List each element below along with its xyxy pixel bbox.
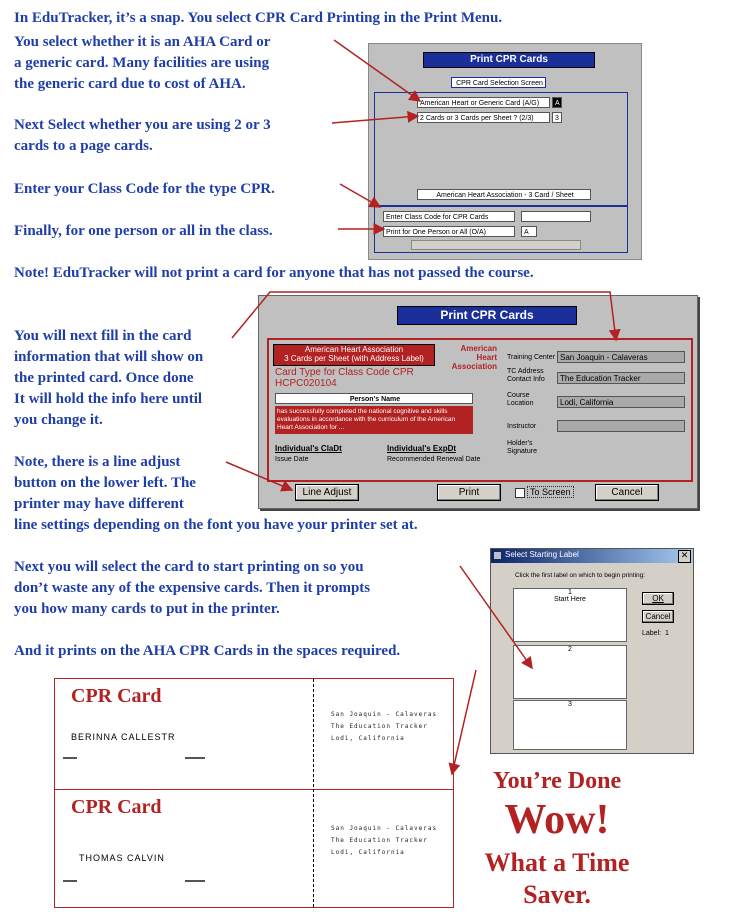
cladt-field[interactable]: Individual's ClaDt — [275, 444, 342, 453]
adjust-text-2: button on the lower left. The — [14, 475, 196, 491]
aha-generic-input[interactable]: A — [552, 97, 562, 108]
label-3-number: 3 — [568, 701, 572, 708]
done-line-4: Saver. — [523, 880, 591, 909]
persons-name-field[interactable]: Person's Name — [275, 393, 473, 404]
aha-logo: American Heart Association — [451, 344, 497, 371]
note-text: Note! EduTracker will not print a card for anyone that has not passed the course. — [14, 265, 534, 281]
form-title: Print CPR Cards — [397, 306, 577, 325]
aha-generic-label: American Heart or Generic Card (A/G) — [417, 97, 550, 108]
dialog-title: Print CPR Cards — [423, 52, 595, 68]
dialog-title: Select Starting Label — [505, 550, 579, 559]
start-text-3: you how many cards to put in the printer. — [14, 601, 280, 617]
fill-text-2: information that will show on — [14, 349, 204, 365]
badge-line-1: American Heart Association — [304, 345, 404, 354]
instruction-text: Click the first label on which to begin printing: — [515, 572, 646, 579]
classcode-text: Enter your Class Code for the type CPR. — [14, 181, 275, 197]
cards-per-sheet-input[interactable]: 3 — [552, 112, 562, 123]
finally-text: Finally, for one person or all in the class. — [14, 223, 273, 239]
aha-text-1: You select whether it is an AHA Card or — [14, 34, 271, 50]
next-text-1: Next Select whether you are using 2 or 3 — [14, 117, 271, 133]
next-text-2: cards to a page cards. — [14, 138, 153, 154]
fill-text-1: You will next fill in the card — [14, 328, 192, 344]
print-button[interactable]: Print — [437, 484, 501, 501]
prints-text: And it prints on the AHA CPR Cards in the spaces required. — [14, 643, 401, 659]
aha-text-3: the generic card due to cost of AHA. — [14, 76, 246, 92]
arrow-cards — [332, 116, 418, 123]
person-all-label: Print for One Person or All (O/A) — [383, 226, 515, 237]
tc-address-label: TC Address Contact Info — [507, 368, 545, 383]
card-2-title: CPR Card — [71, 796, 162, 818]
arrow-fill — [232, 292, 616, 340]
training-center-input[interactable]: San Joaquin - Calaveras — [557, 351, 685, 363]
arrow-classcode — [340, 184, 380, 207]
card-1-title: CPR Card — [71, 685, 162, 707]
card-2-right-1: San Joaquin - Calaveras — [331, 825, 438, 832]
label-1-text: Start Here — [554, 596, 586, 603]
arrow-aha — [334, 40, 420, 101]
done-line-1: You’re Done — [492, 768, 622, 794]
fill-text-5: you change it. — [14, 412, 103, 428]
training-center-label: Training Center — [507, 354, 555, 361]
card-1-right-1: San Joaquin - Calaveras — [331, 711, 438, 718]
ok-button[interactable]: OK — [642, 592, 674, 605]
adjust-text-3: printer may have different — [14, 496, 184, 512]
aha-text-2: a generic card. Many facilities are using — [14, 55, 270, 71]
status-field: American Heart Association - 3 Card / Sheet — [417, 189, 591, 200]
card-1-right-2: The Education Tracker — [331, 723, 428, 730]
arrow-prints — [452, 670, 476, 774]
line-adjust-button[interactable]: Line Adjust — [295, 484, 359, 501]
done-line-2: Wow! — [504, 797, 610, 843]
card-type-label: Card Type for Class Code CPR — [275, 367, 414, 378]
arrow-line-adjust — [226, 462, 292, 490]
holders-signature-label: Holder's Signature — [507, 440, 537, 455]
tc-address-input[interactable]: The Education Tracker — [557, 372, 685, 384]
adjust-text-4: line settings depending on the font you have your printer set at. — [14, 517, 418, 533]
card-2-right-2: The Education Tracker — [331, 837, 428, 844]
fill-text-4: It will hold the info here until — [14, 391, 203, 407]
label-caption: Label: — [642, 630, 662, 637]
card-2-right-3: Lodi, California — [331, 849, 405, 856]
label-2-number: 2 — [568, 646, 572, 653]
card-1-right-3: Lodi, California — [331, 735, 405, 742]
cancel-button[interactable]: Cancel — [595, 484, 659, 501]
instructor-label: Instructor — [507, 423, 537, 430]
card-code: HCPC020104 — [275, 378, 337, 389]
adjust-text-1: Note, there is a line adjust — [14, 454, 181, 470]
badge-line-2: 3 Cards per Sheet (with Address Label) — [284, 354, 424, 363]
expdt-field[interactable]: Individual's ExpDt — [387, 444, 457, 453]
done-line-3: What a Time — [484, 848, 630, 877]
section-label: CPR Card Selection Screen — [451, 77, 546, 88]
arrow-start — [460, 566, 532, 668]
to-screen-label[interactable]: To Screen — [527, 486, 574, 498]
card-1-name: BERINNA CALLESTR — [71, 732, 176, 742]
card-2-name: THOMAS CALVIN — [79, 853, 165, 863]
label-value: 1 — [665, 630, 669, 637]
course-location-input[interactable]: Lodi, California — [557, 396, 685, 408]
renewal-date-label: Recommended Renewal Date — [387, 456, 481, 463]
start-text-2: don’t waste any of the expensive cards. Then it prompts — [14, 580, 371, 596]
intro-line: In EduTracker, it’s a snap. You select CPR Card Printing in the Print Menu. — [14, 10, 503, 26]
close-icon[interactable]: ✕ — [678, 550, 691, 563]
fill-text-3: the printed card. Once done — [14, 370, 194, 386]
cancel-button[interactable]: Cancel — [642, 610, 674, 623]
classcode-label: Enter Class Code for CPR Cards — [383, 211, 515, 222]
course-location-label: Course Location — [507, 392, 534, 407]
label-1-number: 1 — [568, 589, 572, 596]
statement-text: has successfully completed the national cognitive and skills evaluations in accordance with the curriculum of the American Heart Association for ... — [275, 406, 473, 434]
issue-date-label: Issue Date — [275, 456, 309, 463]
person-all-input[interactable]: A — [521, 226, 537, 237]
cards-per-sheet-label: 2 Cards or 3 Cards per Sheet ? (2/3) — [417, 112, 550, 123]
start-text-1: Next you will select the card to start printing on so you — [14, 559, 364, 575]
